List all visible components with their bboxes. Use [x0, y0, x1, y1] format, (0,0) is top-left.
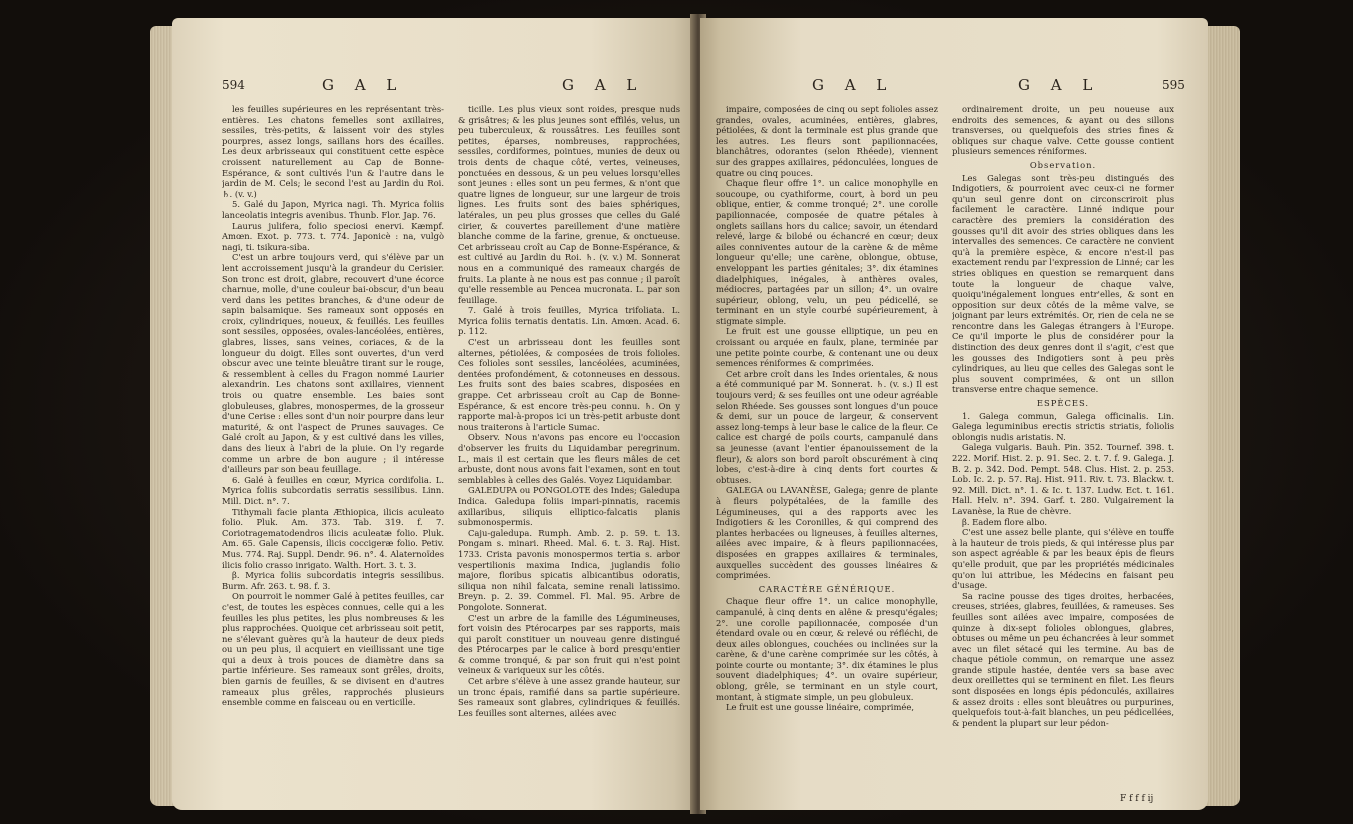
paragraph: On pourroit le nommer Galé à petites feuilles, car c'est, de toutes les espèces connues, celle qui a les feuilles les plus petites, les plus nombreuses & les plus rapprochées. Quoique cet arbrisseau soit petit, ne s'élevant guères qu'à la hauteur de deux pieds ou un peu plus, il acquiert en vieillissant une tige qui a deux à trois pouces de diamètre dans sa partie inférieure. Ses rameaux sont grêles, droits, bien garnis de feuilles, & se divisent en d'autres rameaux plus grêles, rapprochés plusieurs ensemble comme en faisceau ou en verticille.: [222, 591, 444, 708]
paragraph: les feuilles supérieures en les représentant très-entières. Les chatons femelles sont axillaires, sessiles, très-petits, & laissent voir des styles pourpres, assez longs, saillans hors des écailles. Les deux arbrisseaux qui constituent cette espèce croissent naturellement au Cap de Bonne-Espérance, & sont cultivés l'un & l'autre dans le jardin de M. Cels; le second l'est au Jardin du Roi. ♄. (v. v.): [222, 104, 444, 199]
paragraph: Les Galegas sont très-peu distingués des Indigotiers, & pourroient avec ceux-ci ne former qu'un seul genre dont on circonscriroit plus facilement le caractère. Linné indique pour caractère des premiers la considération des gousses qu'il dit avoir des stries obliques dans les intervalles des semences. Ce caractère ne convient qu'à la première espèce, & encore n'est-il pas exactement rendu par l'expression de Linné; car les stries obliques en question se remarquent dans toute la longueur de chaque valve, quoiqu'inégalement longues entr'elles, & sont en opposition sur deux côtés de la même valve, se joignant par leurs extrémités. Or, rien de cela ne se rencontre dans les Galegas étrangers à l'Europe. Ce qu'il importe le plus de considérer pour la distinction des deux genres dont il s'agit, c'est que les gousses des Indigotiers sont à peu près cylindriques, au lieu que celles des Galegas sont le plus souvent comprimées, & ont un sillon transverse entre chaque semence.: [952, 172, 1174, 395]
paragraph: Galega vulgaris. Bauh. Pin. 352. Tournef. 398. t. 222. Morif. Hist. 2. p. 91. Sec. 2. t. 7. f. 9. Galega. J. B. 2. p. 342. Dod. Pempt. 548. Clus. Hist. 2. p. 253. Lob. Ic. 2. p. 57. Raj. Hist. 911. Riv. t. 73. Blackw. t. 92. Mill. Dict. n°. 1. & Ic. t. 137. Ludw. Ect. t. 161. Hall. Helv. n°. 394. Garf. t. 280. Vulgairement la Lavanèse, la Rue de chèvre.: [952, 442, 1174, 516]
paragraph: Chaque fleur offre 1°. un calice monophylle, campanulé, à cinq dents en alêne & presqu'égales; 2°. une corolle papilionnacée, composée d'un étendard ovale ou en cœur, & relevé ou réfléchi, de deux ailes oblongues, couchées ou inclinées sur la carène, & d'une carène comprimée sur les côtés, à pointe courte ou montante; 3°. dix étamines le plus souvent diadelphiques; 4°. un ovaire supérieur, oblong, grêle, se terminant en un style court, montant, à stigmate simple, un peu globuleux.: [716, 596, 938, 702]
paragraph: C'est un arbre de la famille des Légumineuses, fort voisin des Ptérocarpes par ses rapports, mais qui paroît constituer un nouveau genre distingué des Ptérocarpes par le calice à bord presqu'entier & comme tronqué, & par son fruit qui n'est point veineux & variqueux sur les côtés.: [458, 612, 680, 676]
right-page: [700, 18, 1208, 810]
paragraph: Le fruit est une gousse elliptique, un peu en croissant ou arquée en faulx, plane, terminée par une petite pointe courbe, & contenant une ou deux semences réniformes & comprimées.: [716, 326, 938, 369]
right-column-2: [952, 104, 1174, 794]
paragraph: GALEGA ou LAVANÈSE, Galega; genre de plante à fleurs polypétalées, de la famille des Légumineuses, qui a des rapports avec les Indigotiers & les Coronilles, & qui comprend des plantes herbacées ou ligneuses, à feuilles alternes, ailées avec impaire, & à fleurs papilionnacées, disposées en grappes axillaires & terminales, auxquelles succèdent des gousses linéaires & comprimées.: [716, 485, 938, 581]
right-page-number: 595: [1162, 78, 1185, 92]
paragraph: β. Eadem flore albo.: [962, 516, 1048, 527]
paragraph: 1. Galega commun, Galega officinalis. Lin. Galega leguminibus erectis strictis striatis, foliolis oblongis nudis aristatis. N.: [952, 410, 1174, 442]
paragraph: impaire, composées de cinq ou sept folioles assez grandes, ovales, acuminées, entières, glabres, pétiolées, & dont la terminale est plus grande que les autres. Les fleurs sont papilionnacées, blanchâtres, odorantes (selon Rhéede), viennent sur des grappes axillaires, pédonculées, longues de quatre ou cinq pouces.: [716, 104, 938, 178]
paragraph: ordinairement droite, un peu noueuse aux endroits des semences, & ayant ou des sillons transverses, ou quelquefois des stries fines & obliques sur chaque valve. Cette gousse contient plusieurs semences réniformes.: [952, 104, 1174, 157]
signature-mark: F f f f ij: [1120, 794, 1154, 804]
left-page-number: 594: [222, 78, 245, 92]
paragraph: Cet arbre s'élève à une assez grande hauteur, sur un tronc épais, ramifié dans sa partie supérieure. Ses rameaux sont glabres, cylindriques & feuillés. Les feuilles sont alternes, ailées avec: [458, 676, 680, 718]
paragraph: 6. Galé à feuilles en cœur, Myrica cordifolia. L. Myrica foliis subcordatis serratis sessilibus. Linn. Mill. Dict. n°. 7.: [222, 474, 444, 506]
paragraph: 5. Galé du Japon, Myrica nagi. Th. Myrica foliis lanceolatis integris avenibus. Thunb. Flor. Jap. 76.: [222, 199, 444, 220]
paragraph: GALEDUPA ou PONGOLOTE des Indes; Galedupa Indica. Galedupa foliis impari-pinnatis, racemis axillaribus, siliquis elliptico-falcatis planis submonospermis.: [458, 485, 680, 528]
paragraph: Laurus julifera, folio speciosi enervi. Kæmpf. Amœn. Exot. p. 773. t. 774. Japonicè : na, vulgò nagi, ti. tsikura-siba.: [222, 220, 444, 252]
paragraph: Observ. Nous n'avons pas encore eu l'occasion d'observer les fruits du Liquidambar peregrinum. L., mais il est certain que les fleurs mâles de cet arbuste, dont nous avons fait l'examen, sont en tout semblables à celles des Galés. Voyez Liquidambar.: [458, 432, 680, 485]
right-column-1: [716, 104, 938, 794]
paragraph: Cet arbre croît dans les Indes orientales, & nous a été communiqué par M. Sonnerat. ♄. (v. s.) Il est toujours verd; & ses feuilles ont une odeur agréable selon Rhéede. Ses gousses sont longues d'un pouce & demi, sur un pouce de largeur, & conservent assez long-temps à leur base le calice de la fleur. Ce calice est chargé de poils courts, campanulé dans sa jeunesse (avant l'entier épanouissement de la fleur), & alors son bord paroît obscurément à cinq lobes, c'est-à-dire à cinq dents fort courtes & obtuses.: [716, 368, 938, 485]
left-column-1: [222, 104, 444, 804]
left-page: [172, 18, 695, 810]
paragraph: 7. Galé à trois feuilles, Myrica trifoliata. L. Myrica foliis ternatis dentatis. Lin. Amœn. Acad. 6. p. 112.: [458, 305, 680, 337]
paragraph: C'est un arbre toujours verd, qui s'élève par un lent accroissement jusqu'à la grandeur du Cerisier. Son tronc est droit, glabre, recouvert d'une écorce charnue, molle, d'une couleur bai-obscur, d'un beau verd dans les petites branches, & d'une odeur de sapin balsamique. Ses rameaux sont opposés en croix, cylindriques, noueux, & feuillés. Les feuilles sont sessiles, opposées, ovales-lancéolées, entières, glabres, lisses, sans veines, coriaces, & de la longueur du doigt. Elles sont ouvertes, d'un verd obscur avec une teinte bleuâtre tirant sur le rouge, & ressemblent à celles du Fragon nommé Laurier alexandrin. Les chatons sont axillaires, viennent trois ou quatre ensemble. Les baies sont globuleuses, glabres, monospermes, de la grosseur d'une Cerise : elles sont d'un noir pourpre dans leur maturité, & ont l'aspect de Prunes sauvages. Ce Galé croît au Japon, & y est cultivé dans les villes, dans des lieux à l'abri de la pluie. On l'y regarde comme un arbre de bon augure ; il intéresse d'ailleurs par son beau feuillage.: [222, 252, 444, 475]
paragraph: Chaque fleur offre 1°. un calice monophylle en soucoupe, ou cyathiforme, court, à bord un peu oblique, entier, & comme tronqué; 2°. une corolle papilionnacée, composée de quatre pétales à onglets saillans hors du calice; savoir, un étendard relevé, large & bilobé ou échancré en cœur; deux ailes conniventes autour de la carène & de même longueur qu'elle; une carène, oblongue, obtuse, enveloppant les parties génitales; 3°. dix étamines diadelphiques, inégales, à anthères ovales, médiocres, partagées par un sillon; 4°. un ovaire supérieur, oblong, velu, un peu pédicellé, se terminant en un style courbé supérieurement, à stigmate simple.: [716, 178, 938, 326]
right-page-edges: [1206, 26, 1240, 806]
paragraph: Tithymali facie planta Æthiopica, ilicis aculeato folio. Pluk. Am. 373. Tab. 319. f. 7. Coriotragematodendros ilicis aculeatæ folio. Pluk. Am. 65. Gale Capensis, ilicis coccigeræ folio. Petiv. Mus. 774. Raj. Suppl. Dendr. 96. n°. 4. Alaternoïdes ilicis folio crasso inrigato. Walth. Hort. 3. t. 3.: [222, 506, 444, 570]
paragraph: Observation.: [1029, 159, 1097, 170]
paragraph: Caju-galedupa. Rumph. Amb. 2. p. 59. t. 13. Pongam s. minari. Rheed. Mal. 6. t. 3. Raj. Hist. 1733. Crista pavonis monospermos tertia s. arbor vespertilionis maxima Indica, juglandis folio majore, floribus spicatis albicantibus odoratis, siliqua non nihil falcata, semine renali latissimo. Breyn. p. 2. 39. Commel. Fl. Mal. 95. Arbre de Pongolote. Sonnerat.: [458, 527, 680, 612]
paragraph: ESPÈCES.: [1036, 398, 1090, 409]
paragraph: CARACTÈRE GÉNÉRIQUE.: [758, 583, 896, 594]
left-running-header-1: G A L: [322, 76, 405, 94]
left-running-header-2: G A L: [562, 76, 645, 94]
paragraph: Le fruit est une gousse linéaire, comprimée,: [726, 702, 914, 713]
paragraph: β. Myrica foliis subcordatis integris sessilibus. Burm. Afr. 263. t. 98. f. 3.: [222, 570, 444, 591]
paragraph: C'est un arbrisseau dont les feuilles sont alternes, pétiolées, & composées de trois folioles. Ces folioles sont sessiles, lancéolées, acuminées, dentées profondément, & cotonneuses en dessous. Les fruits sont des baies scabres, disposées en grappe. Cet arbrisseau croît au Cap de Bonne-Espérance, & est encore très-peu connu. ♄. On y rapporte mal-à-propos ici un très-petit arbuste dont nous traiterons à l'article Sumac.: [458, 337, 680, 432]
left-page-edges: [150, 26, 174, 806]
paragraph: C'est une assez belle plante, qui s'élève en touffe à la hauteur de trois pieds, & qui intéresse plus par son aspect agréable & par les beaux épis de fleurs qu'elle produit, que par les propriétés médicinales qu'on lui attribue, les Médecins en faisant peu d'usage.: [952, 527, 1174, 591]
paragraph: ticille. Les plus vieux sont roides, presque nuds & grisâtres; & les plus jeunes sont effilés, velus, un peu tuberculeux, & roussâtres. Les feuilles sont petites, éparses, nombreuses, rapprochées, sessiles, cordiformes, pointues, munies de deux ou trois dents de chaque côté, vertes, veineuses, ponctuées en dessous, & un peu velues lorsqu'elles sont jeunes : elles sont un peu fermes, & n'ont que quatre lignes de longueur, sur une largeur de trois lignes. Les fruits sont des baies sphériques, latérales, un peu plus grosses que celles du Galé cirier, & couvertes pareillement d'une matière blanche comme de la farine, grenue, & onctueuse. Cet arbrisseau croît au Cap de Bonne-Espérance, & est cultivé au Jardin du Roi. ♄. (v. v.) M. Sonnerat nous en a communiqué des rameaux chargés de fruits. La plante à ne nous est pas connue ; il paroît qu'elle ressemble au Pencea mucronata. L. par son feuillage.: [458, 104, 680, 305]
right-running-header-1: G A L: [812, 76, 895, 94]
paragraph: Sa racine pousse des tiges droites, herbacées, creuses, striées, glabres, feuillées, & rameuses. Ses feuilles sont ailées avec impaire, composées de quinze à dix-sept folioles oblongues, glabres, obtuses ou même un peu échancrées à leur sommet avec un filet sétacé qui les termine. Au bas de chaque pétiole commun, on remarque une assez grande stipule hastée, dentée vers sa base avec deux oreillettes qui se terminent en filet. Les fleurs sont disposées en longs épis pédonculés, axillaires & assez droits : elles sont bleuâtres ou purpurines, quelquefois tout-à-fait blanches, un peu pédicellées, & pendent la plupart sur leur pédon-: [952, 590, 1174, 728]
right-running-header-2: G A L: [1018, 76, 1101, 94]
left-column-2: [458, 104, 680, 804]
